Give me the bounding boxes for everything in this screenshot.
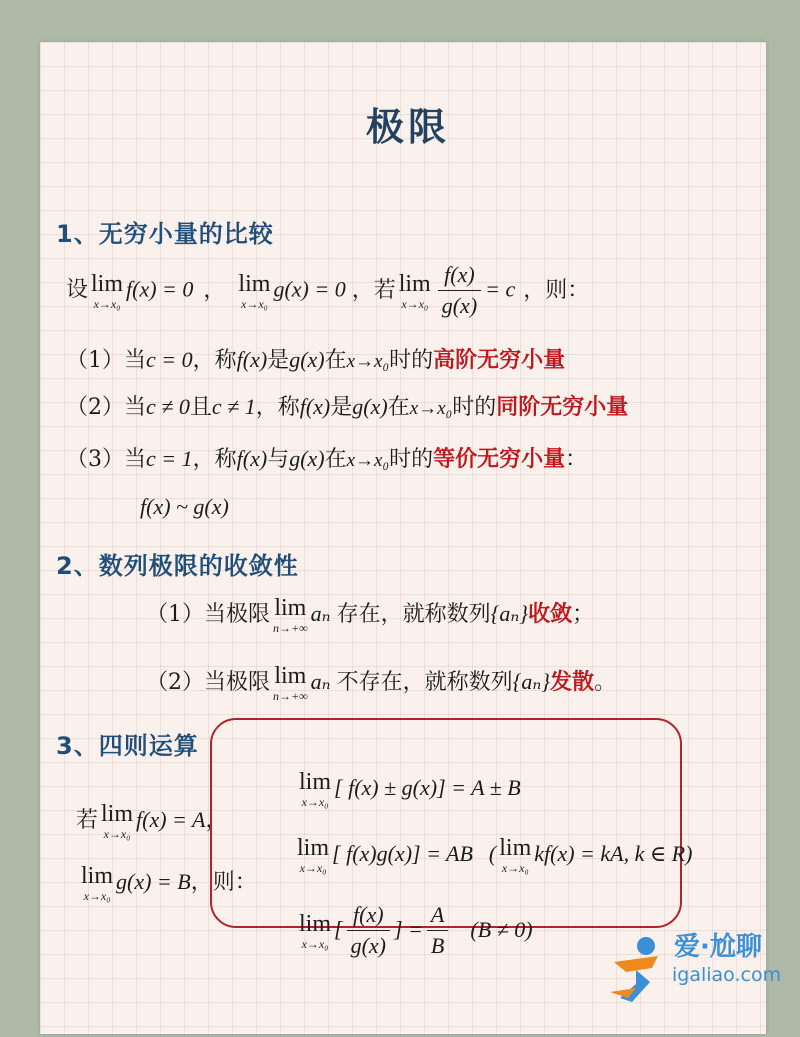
case3-line: （3）当c = 1，称f(x)与g(x)在x→x₀时的等价无穷小量： xyxy=(66,446,588,472)
divergence-line: （2）当极限 lim n→+∞ aₙ 不存在，就称数列{aₙ}发散。 xyxy=(146,663,617,703)
term-divergent: 发散 xyxy=(550,670,595,695)
rule-sum: lim x→x₀ [ f(x) ± g(x)] = A ± B xyxy=(299,769,521,809)
term-convergent: 收敛 xyxy=(528,602,573,627)
intro-sep: ， xyxy=(203,277,226,303)
term-equivalent: 等价无穷小量 xyxy=(433,447,566,472)
condition-f: 若 lim x→x₀ f(x) = A， xyxy=(76,801,228,841)
section3-heading: 3、四则运算 xyxy=(56,732,199,760)
term-higher-order: 高阶无穷小量 xyxy=(433,348,566,373)
intro-expr-f: f(x) = 0 xyxy=(126,276,194,302)
section2-heading: 2、数列极限的收敛性 xyxy=(56,552,299,580)
term-same-order: 同阶无穷小量 xyxy=(496,395,629,420)
rule-product: lim x→x₀ [ f(x)g(x)] = AB ( lim x→x₀ kf(x) = kA, k ∈ R) xyxy=(297,835,693,875)
equivalence-formula: f(x) ~ g(x) xyxy=(140,494,229,519)
intro-lim-g: lim x→x₀ xyxy=(238,270,271,311)
intro-lim-f: lim x→x₀ xyxy=(91,270,124,311)
intro-ze: ，则： xyxy=(523,277,590,303)
rules-box xyxy=(210,718,682,928)
condition-g: lim x→x₀ g(x) = B，则： xyxy=(81,863,257,903)
intro-she: 设 xyxy=(66,277,89,303)
convergence-line: （1）当极限 lim n→+∞ aₙ 存在，就称数列{aₙ}收敛； xyxy=(146,595,595,635)
intro-expr-g: g(x) = 0 xyxy=(273,276,346,302)
rule-quotient: lim x→x₀ [ $\frac{f(x)}{g(x)}$ ] = $\frac{A}{B}$ (B ≠ 0) xyxy=(299,902,533,958)
page-title: 极限 xyxy=(366,105,451,149)
section1-intro xyxy=(66,262,589,319)
intro-lim-ratio: lim x→x₀ xyxy=(398,270,431,311)
case2-line: （2）当c ≠ 0且c ≠ 1，称f(x)是g(x)在x→x₀时的同阶无穷小量 xyxy=(66,394,629,420)
intro-eq-c: = c xyxy=(485,276,516,302)
intro-fraction: $\frac{f(x)}{g(x)}$ xyxy=(438,262,481,319)
watermark-logo-icon xyxy=(606,932,676,1012)
case1-line: （1）当c = 0，称f(x)是g(x)在x→x₀时的高阶无穷小量 xyxy=(66,347,566,373)
intro-ruo: ，若 xyxy=(351,277,396,303)
watermark-brand: 爱·尬聊 xyxy=(674,932,762,962)
watermark-url: igaliao.com xyxy=(672,964,782,986)
section1-heading: 1、无穷小量的比较 xyxy=(56,220,274,248)
watermark xyxy=(596,924,796,1024)
